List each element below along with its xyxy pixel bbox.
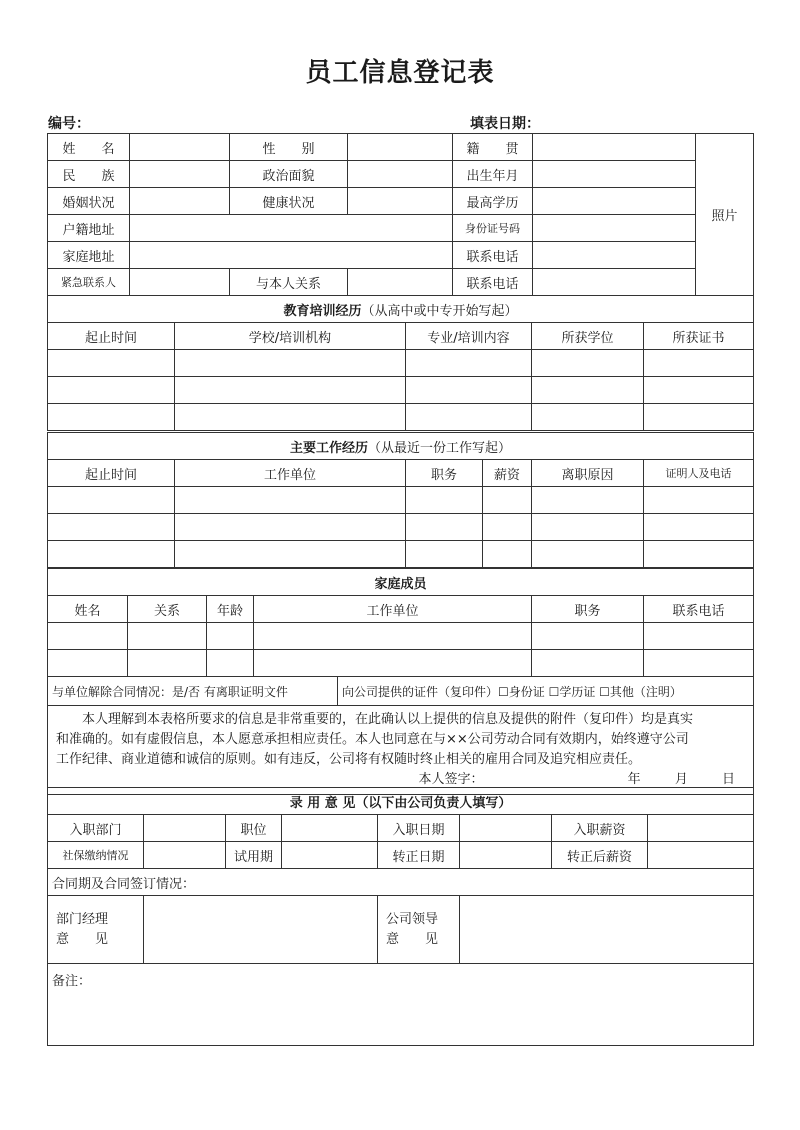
label-native-place: 籍 贯 — [453, 134, 533, 161]
table-cell[interactable] — [48, 487, 175, 514]
table-cell[interactable] — [532, 514, 644, 541]
table-cell[interactable] — [406, 514, 483, 541]
family-header-name: 姓名 — [48, 596, 128, 623]
table-cell[interactable] — [406, 404, 532, 431]
field-id-number[interactable] — [533, 215, 696, 242]
field-gender[interactable] — [348, 134, 453, 161]
field-dept-manager-opinion[interactable] — [144, 896, 378, 964]
table-cell[interactable] — [175, 514, 406, 541]
table-cell[interactable] — [207, 623, 254, 650]
work-section-header — [48, 433, 754, 460]
label-emergency-contact: 紧急联系人 — [48, 269, 130, 296]
label-birth: 出生年月 — [453, 161, 533, 188]
table-cell[interactable] — [644, 377, 754, 404]
dept-manager-label-1: 部门经理 — [56, 911, 109, 927]
field-company-leader-opinion[interactable] — [460, 896, 754, 964]
label-entry-salary: 入职薪资 — [552, 815, 648, 842]
label-education: 最高学历 — [453, 188, 533, 215]
field-birth[interactable] — [533, 161, 696, 188]
company-leader-label-1: 公司领导 — [386, 911, 439, 927]
table-row — [48, 514, 754, 541]
table-cell[interactable] — [644, 541, 754, 568]
company-leader-opinion-label — [378, 896, 460, 964]
table-row — [48, 623, 754, 650]
table-cell[interactable] — [48, 404, 175, 431]
table-cell[interactable] — [532, 541, 644, 568]
fill-date-label: 填表日期： — [470, 116, 540, 132]
signature-label: 本人签字： — [418, 772, 484, 787]
table-cell[interactable] — [175, 487, 406, 514]
field-probation[interactable] — [282, 842, 378, 869]
label-id-number: 身份证号码 — [453, 215, 533, 242]
table-cell[interactable] — [532, 623, 644, 650]
sign-year: 年 — [627, 772, 641, 787]
field-hukou[interactable] — [130, 215, 453, 242]
declaration-table — [47, 676, 754, 795]
label-hukou: 户籍地址 — [48, 215, 130, 242]
table-cell[interactable] — [483, 487, 532, 514]
table-cell[interactable] — [175, 404, 406, 431]
table-cell[interactable] — [644, 487, 754, 514]
table-cell[interactable] — [532, 404, 644, 431]
table-cell[interactable] — [532, 350, 644, 377]
contract-period-label: 合同期及合同签订情况： — [48, 869, 754, 896]
declaration-line-1: 本人理解到本表格所要求的信息是非常重要的，在此确认以上提供的信息及提供的附件（复印件）均是真实 — [82, 712, 694, 727]
field-name[interactable] — [130, 134, 230, 161]
table-row — [48, 487, 754, 514]
table-cell[interactable] — [48, 350, 175, 377]
table-cell[interactable] — [254, 623, 532, 650]
field-entry-dept[interactable] — [144, 815, 226, 842]
field-social-insurance[interactable] — [144, 842, 226, 869]
form-number-label: 编号： — [48, 116, 90, 132]
photo-box: 照片 — [696, 134, 754, 296]
label-relation: 与本人关系 — [230, 269, 348, 296]
field-phone-2[interactable] — [533, 269, 696, 296]
table-cell[interactable] — [48, 541, 175, 568]
edu-header-certificate: 所获证书 — [644, 323, 754, 350]
table-cell[interactable] — [128, 623, 207, 650]
label-regular-salary: 转正后薪资 — [552, 842, 648, 869]
label-phone-2: 联系电话 — [453, 269, 533, 296]
label-entry-date: 入职日期 — [378, 815, 460, 842]
label-probation: 试用期 — [226, 842, 282, 869]
table-cell[interactable] — [128, 650, 207, 677]
edu-header-school: 学校/培训机构 — [175, 323, 406, 350]
label-social-insurance: 社保缴纳情况 — [48, 842, 144, 869]
company-leader-label-2: 意 见 — [386, 931, 439, 947]
education-table — [47, 295, 754, 431]
field-education[interactable] — [533, 188, 696, 215]
table-cell[interactable] — [48, 377, 175, 404]
label-home-address: 家庭地址 — [48, 242, 130, 269]
field-marital[interactable] — [130, 188, 230, 215]
field-political[interactable] — [348, 161, 453, 188]
table-cell[interactable] — [175, 350, 406, 377]
work-header-company: 工作单位 — [175, 460, 406, 487]
field-health[interactable] — [348, 188, 453, 215]
table-cell[interactable] — [254, 650, 532, 677]
declaration-line-3: 工作纪律、商业道德和诚信的原则。如有违反，公司将有权随时终止相关的雇用合同及追究相应责任。 — [56, 752, 642, 767]
table-cell[interactable] — [406, 377, 532, 404]
label-marital: 婚姻状况 — [48, 188, 130, 215]
family-section-header: 家庭成员 — [48, 569, 754, 596]
family-header-phone: 联系电话 — [644, 596, 754, 623]
family-header-relation: 关系 — [128, 596, 207, 623]
dept-manager-opinion-label — [48, 896, 144, 964]
table-row — [48, 650, 754, 677]
personal-info-table — [47, 133, 754, 296]
work-header-reference: 证明人及电话 — [644, 460, 754, 487]
sign-day: 日 — [721, 772, 735, 787]
table-cell[interactable] — [483, 541, 532, 568]
label-name: 姓 名 — [48, 134, 130, 161]
table-cell[interactable] — [175, 541, 406, 568]
field-entry-date[interactable] — [460, 815, 552, 842]
table-cell[interactable] — [175, 377, 406, 404]
education-title: 教育培训经历 — [283, 303, 362, 319]
field-entry-salary[interactable] — [648, 815, 754, 842]
table-cell[interactable] — [644, 623, 754, 650]
field-regular-date[interactable] — [460, 842, 552, 869]
table-row — [48, 541, 754, 568]
table-cell[interactable] — [644, 404, 754, 431]
table-row — [48, 350, 754, 377]
family-header-company: 工作单位 — [254, 596, 532, 623]
label-entry-dept: 入职部门 — [48, 815, 144, 842]
table-cell[interactable] — [48, 514, 175, 541]
education-note: （从高中或中专开始写起） — [361, 303, 518, 319]
table-cell[interactable] — [48, 650, 128, 677]
edu-header-period: 起止时间 — [48, 323, 175, 350]
family-header-position: 职务 — [532, 596, 644, 623]
page-title: 员工信息登记表 — [305, 58, 495, 88]
table-cell[interactable] — [532, 487, 644, 514]
table-row — [48, 404, 754, 431]
table-cell[interactable] — [406, 350, 532, 377]
edu-header-degree: 所获学位 — [532, 323, 644, 350]
field-regular-salary[interactable] — [648, 842, 754, 869]
table-cell[interactable] — [483, 514, 532, 541]
field-ethnicity[interactable] — [130, 161, 230, 188]
table-cell[interactable] — [532, 377, 644, 404]
label-hire-position: 职位 — [226, 815, 282, 842]
hiring-table — [47, 787, 754, 1046]
table-cell[interactable] — [48, 623, 128, 650]
contract-termination: 与单位解除合同情况：是/否 有离职证明文件 — [48, 677, 338, 706]
field-emergency-contact[interactable] — [130, 269, 230, 296]
family-table — [47, 568, 754, 677]
sign-month: 月 — [674, 772, 688, 787]
remarks-field[interactable]: 备注： — [48, 964, 754, 1046]
table-cell[interactable] — [532, 650, 644, 677]
family-header-age: 年龄 — [207, 596, 254, 623]
table-cell[interactable] — [406, 487, 483, 514]
label-gender: 性 别 — [230, 134, 348, 161]
work-header-leave-reason: 离职原因 — [532, 460, 644, 487]
work-note: （从最近一份工作写起） — [368, 440, 512, 456]
table-cell[interactable] — [644, 514, 754, 541]
field-phone-1[interactable] — [533, 242, 696, 269]
table-row — [48, 377, 754, 404]
label-phone-1: 联系电话 — [453, 242, 533, 269]
documents-provided: 向公司提供的证件（复印件）☐身份证 ☐学历证 ☐其他（注明） — [338, 677, 754, 706]
table-cell[interactable] — [644, 650, 754, 677]
field-relation[interactable] — [348, 269, 453, 296]
label-regular-date: 转正日期 — [378, 842, 460, 869]
work-header-period: 起止时间 — [48, 460, 175, 487]
education-section-header — [48, 296, 754, 323]
label-political: 政治面貌 — [230, 161, 348, 188]
field-hire-position[interactable] — [282, 815, 378, 842]
field-home-address[interactable] — [130, 242, 453, 269]
declaration-text — [48, 706, 754, 795]
dept-manager-label-2: 意 见 — [56, 931, 109, 947]
edu-header-major: 专业/培训内容 — [406, 323, 532, 350]
label-health: 健康状况 — [230, 188, 348, 215]
table-cell[interactable] — [406, 541, 483, 568]
work-header-position: 职务 — [406, 460, 483, 487]
declaration-line-2: 和准确的。如有虚假信息，本人愿意承担相应责任。本人也同意在与××公司劳动合同有效期内，始终遵守公司 — [56, 732, 689, 747]
hiring-section-header: 录 用 意 见（以下由公司负责人填写） — [48, 788, 754, 815]
field-native-place[interactable] — [533, 134, 696, 161]
label-ethnicity: 民 族 — [48, 161, 130, 188]
work-header-salary: 薪资 — [483, 460, 532, 487]
work-table — [47, 432, 754, 568]
table-cell[interactable] — [207, 650, 254, 677]
table-cell[interactable] — [644, 350, 754, 377]
work-title: 主要工作经历 — [290, 440, 369, 456]
